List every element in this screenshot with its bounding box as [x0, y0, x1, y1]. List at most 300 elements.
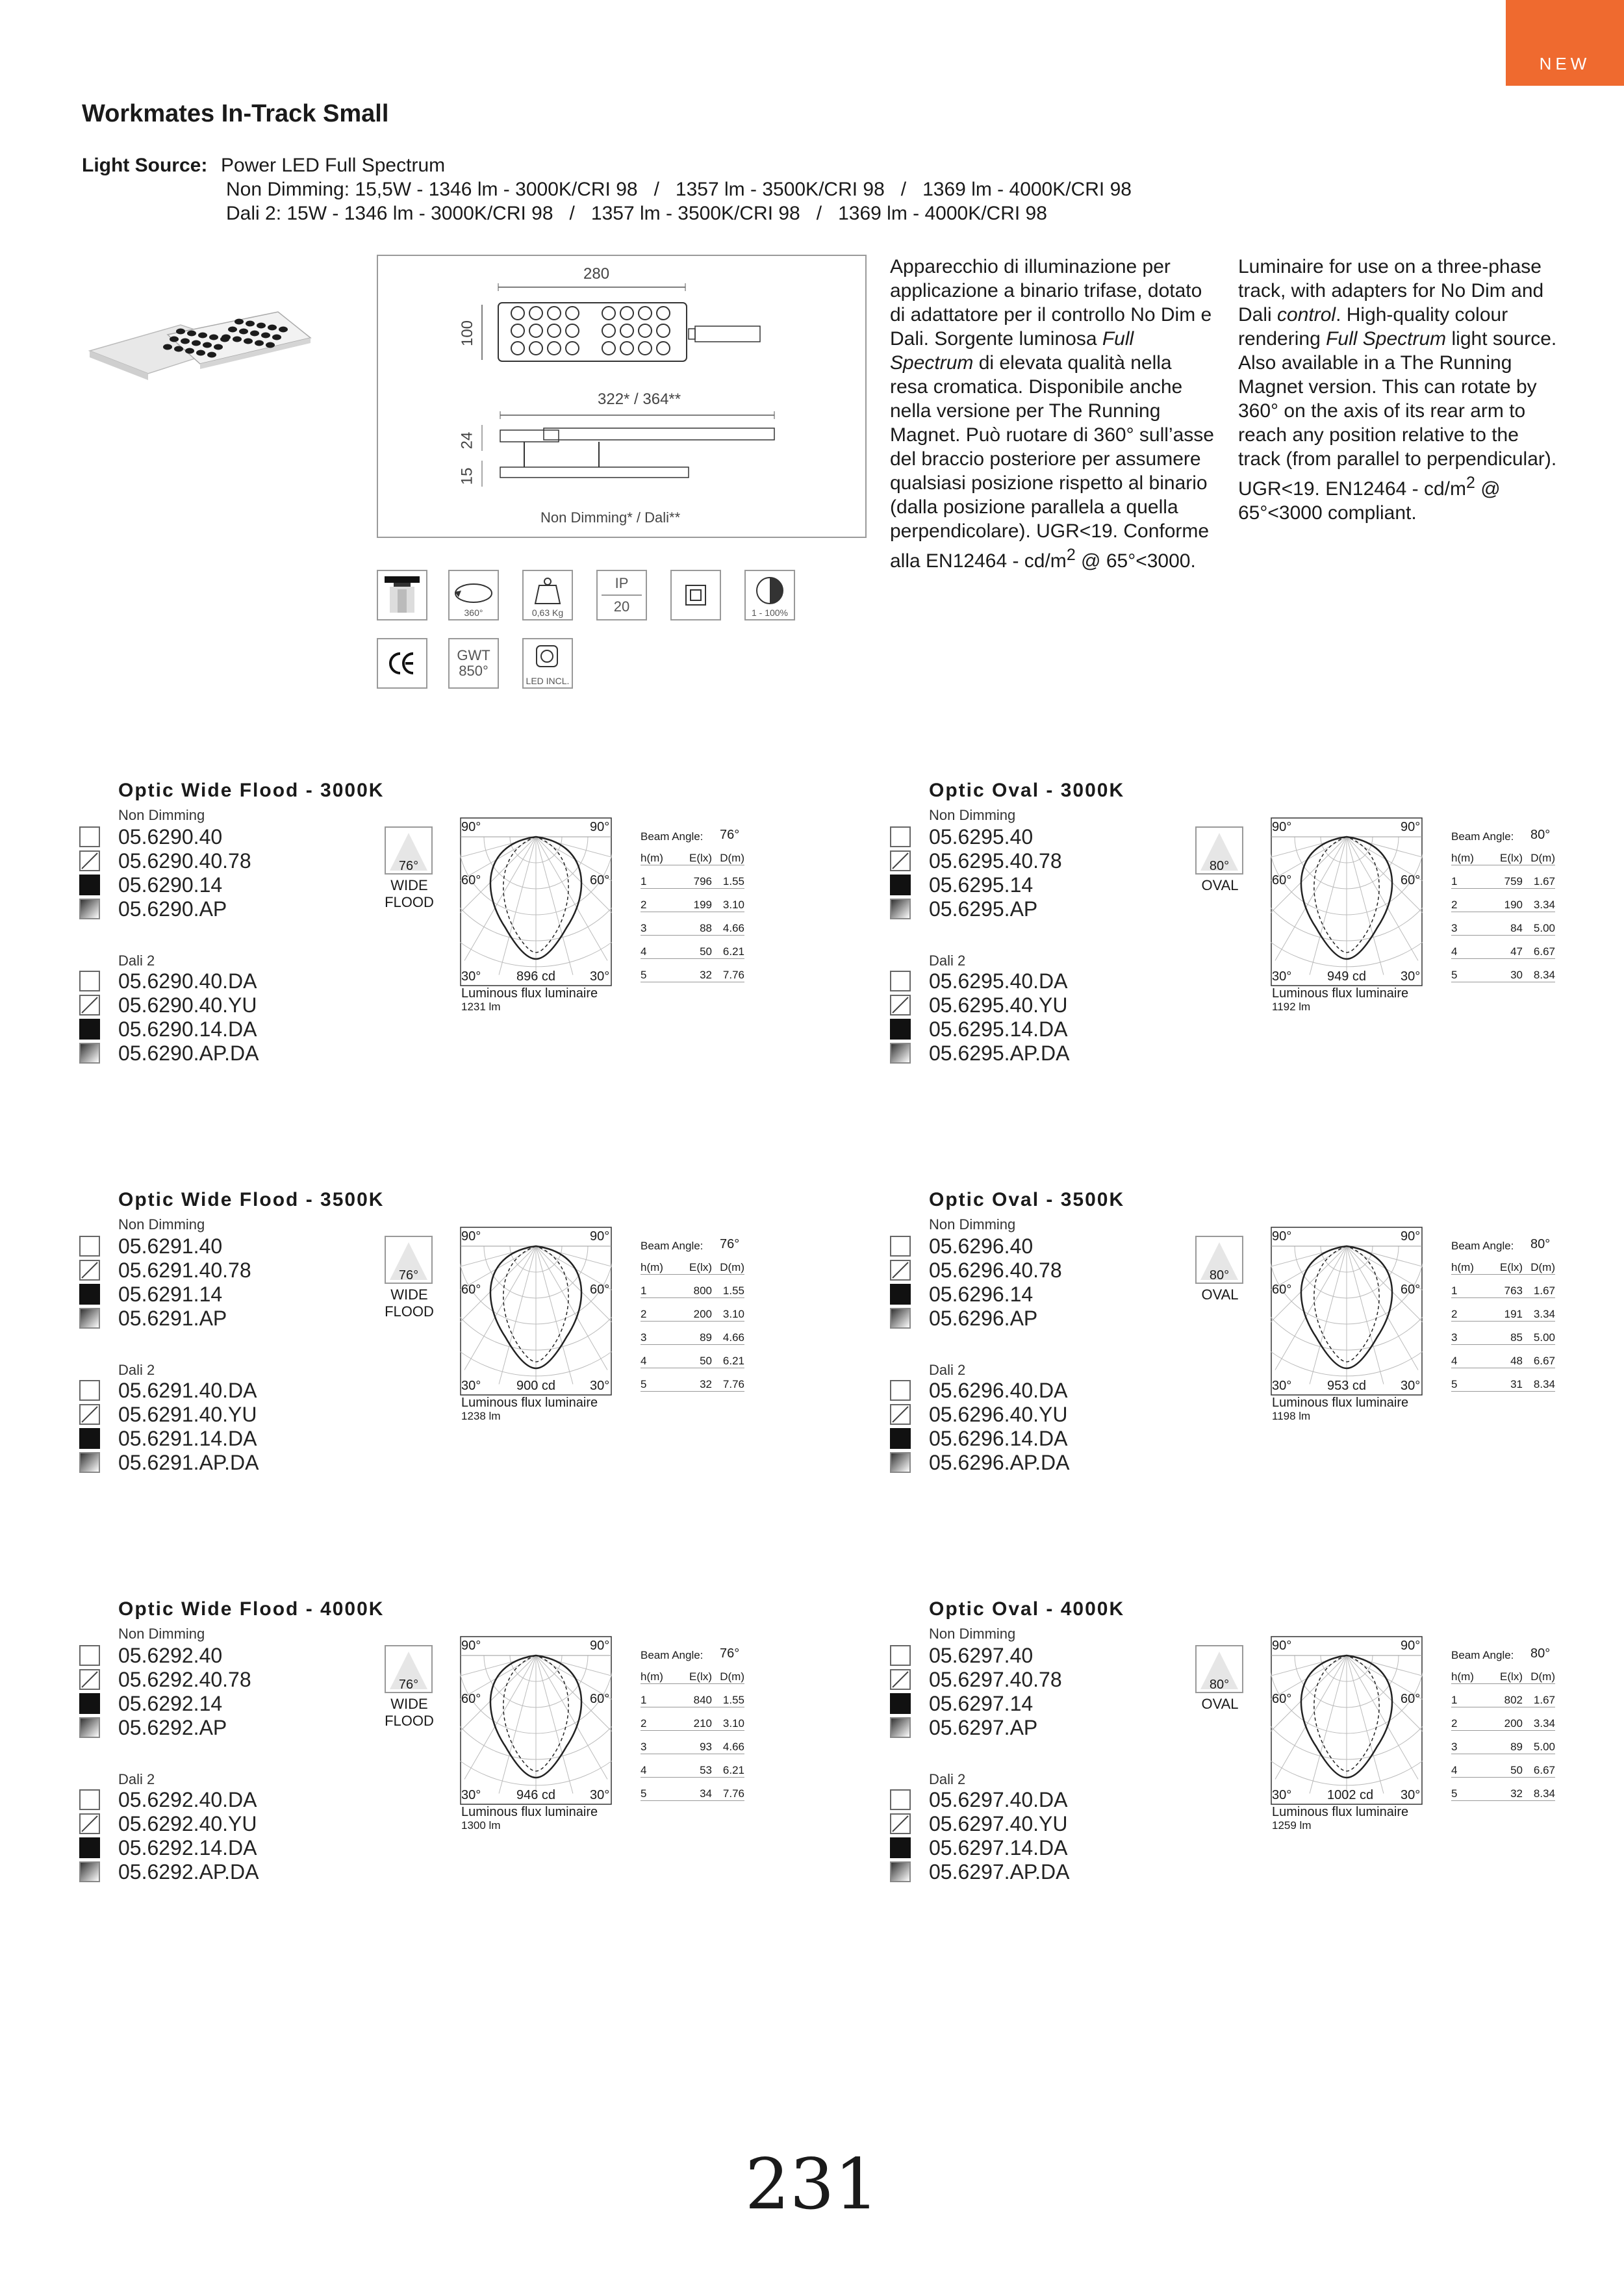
finish-swatch — [890, 899, 911, 919]
product-section — [928, 1189, 1616, 1553]
beam-row: 3 89 4.66 — [641, 1322, 744, 1345]
led-dot — [196, 350, 205, 356]
led-dot — [187, 331, 196, 337]
product-code: 05.6295.40.YU — [929, 993, 1068, 1017]
drawing-caption: Non Dimming* / Dali** — [540, 509, 681, 526]
led-circle — [639, 307, 652, 320]
polar-candela: 896 cd — [516, 969, 556, 984]
beam-row: 3 89 5.00 — [1451, 1731, 1555, 1754]
led-dot — [246, 321, 255, 327]
polar-candela: 953 cd — [1327, 1379, 1367, 1393]
polar-diagram — [460, 817, 612, 986]
polar-label-90-right: 90° — [590, 820, 610, 834]
beam-row: 3 88 4.66 — [641, 912, 744, 936]
new-badge — [1506, 0, 1624, 86]
finish-swatch — [79, 1428, 100, 1449]
beam-angle-label: Beam Angle: — [1451, 1240, 1514, 1252]
finish-swatch — [890, 1669, 911, 1690]
product-code: 05.6297.40 — [929, 1644, 1034, 1667]
flux-value: 1192 lm — [1272, 1001, 1311, 1013]
polar-label-90-right: 90° — [1401, 1229, 1421, 1244]
section-title: Optic Wide Flood - 4000K — [118, 1598, 385, 1620]
finish-swatch — [79, 1260, 100, 1281]
non-dimming-label: Non Dimming — [118, 1626, 205, 1642]
finish-swatch — [79, 875, 100, 895]
polar-label-60-right: 60° — [1401, 1692, 1421, 1706]
track-icon — [377, 570, 427, 620]
finish-swatch — [79, 1717, 100, 1738]
polar-label-90-left: 90° — [461, 1229, 481, 1244]
optic-name: WIDE FLOOD — [385, 877, 434, 910]
flux-value: 1231 lm — [461, 1001, 501, 1013]
product-code: 05.6295.14 — [929, 873, 1034, 897]
polar-candela: 949 cd — [1327, 969, 1367, 984]
dimming-icon — [744, 570, 795, 620]
finish-swatch — [890, 1260, 911, 1281]
page-number: 231 — [744, 2144, 880, 2225]
product-code: 05.6291.40.YU — [118, 1403, 257, 1426]
finish-swatch — [79, 899, 100, 919]
beam-angle-value: 80° — [1530, 1237, 1551, 1251]
product-code: 05.6290.40.YU — [118, 993, 257, 1017]
product-code: 05.6295.40.78 — [929, 849, 1062, 873]
polar-label-60-right: 60° — [1401, 1283, 1421, 1297]
new-badge-label: NEW — [1539, 54, 1591, 73]
finish-swatch — [79, 1452, 100, 1473]
led-dot — [239, 329, 248, 335]
polar-label-90-left: 90° — [1272, 820, 1292, 834]
led-circle — [602, 307, 615, 320]
finish-swatch — [79, 1236, 100, 1257]
dali-label: Dali 2 — [118, 1362, 155, 1378]
led-circle — [602, 324, 615, 337]
polar-label-90-left: 90° — [461, 1639, 481, 1653]
polar-label-90-right: 90° — [590, 1229, 610, 1244]
product-code: 05.6291.AP — [118, 1307, 227, 1330]
led-dot — [272, 335, 281, 340]
light-source-line-dali: Dali 2: 15W - 1346 lm - 3000K/CRI 98 / 1357 lm - 3500K/CRI 98 / 1369 lm - 4000K/CRI 98 — [226, 203, 1047, 224]
beam-row: 4 50 6.67 — [1451, 1754, 1555, 1778]
optic-name: OVAL — [1201, 1696, 1239, 1712]
beam-row: 4 47 6.67 — [1451, 936, 1555, 959]
flux-label: Luminous flux luminaire — [461, 1396, 598, 1410]
class-icon — [670, 570, 721, 620]
section-title: Optic Oval - 3500K — [929, 1189, 1125, 1210]
beam-row: 3 84 5.00 — [1451, 912, 1555, 936]
led-dot — [192, 340, 201, 346]
finish-swatch — [890, 1717, 911, 1738]
led-dot — [222, 335, 231, 340]
dim-height: 100 — [459, 320, 477, 347]
finish-swatch — [79, 971, 100, 991]
beam-row: 5 32 8.34 — [1451, 1778, 1555, 1801]
ip-value: 20 — [613, 598, 630, 615]
polar-diagram — [460, 1636, 612, 1805]
product-code: 05.6295.40 — [929, 825, 1034, 849]
finish-swatch — [890, 971, 911, 991]
finish-swatch — [79, 1813, 100, 1834]
beam-table: h(m) E(lx) D(m) 1 800 1.55 2 200 3.10 3 89 4.66 4 50 6.21 5 32 7.76 — [641, 1251, 744, 1392]
non-dimming-label: Non Dimming — [118, 1216, 205, 1233]
polar-label-60-left: 60° — [461, 1283, 481, 1297]
product-code: 05.6296.AP.DA — [929, 1451, 1070, 1474]
product-code: 05.6291.40 — [118, 1234, 223, 1258]
polar-label-90-left: 90° — [1272, 1639, 1292, 1653]
finish-swatch — [79, 1380, 100, 1401]
beam-row: 5 30 8.34 — [1451, 959, 1555, 982]
finish-swatch — [890, 1693, 911, 1714]
finish-swatch — [79, 1043, 100, 1064]
finish-swatch — [890, 875, 911, 895]
product-code: 05.6292.40.78 — [118, 1668, 251, 1691]
finish-swatch — [79, 1669, 100, 1690]
product-code: 05.6296.14.DA — [929, 1427, 1068, 1450]
led-dot — [185, 348, 194, 354]
product-code: 05.6296.40.YU — [929, 1403, 1068, 1426]
polar-label-30-right: 30° — [590, 1788, 610, 1802]
polar-label-30-left: 30° — [461, 969, 481, 984]
dali-label: Dali 2 — [118, 1771, 155, 1787]
product-code: 05.6292.AP.DA — [118, 1860, 259, 1884]
polar-diagram — [460, 1227, 612, 1396]
led-dot — [181, 339, 190, 344]
beam-row: 3 85 5.00 — [1451, 1322, 1555, 1345]
led-circle — [639, 324, 652, 337]
led-dot — [244, 339, 253, 344]
polar-label-90-left: 90° — [461, 820, 481, 834]
beam-row: 5 34 7.76 — [641, 1778, 744, 1801]
product-code: 05.6292.14 — [118, 1692, 223, 1715]
beam-angle-value: 76° — [720, 828, 740, 842]
product-code: 05.6297.AP.DA — [929, 1860, 1070, 1884]
finish-swatch — [79, 1837, 100, 1858]
rotation-icon — [448, 570, 499, 620]
finish-swatch — [79, 1404, 100, 1425]
polar-label-60-right: 60° — [590, 1692, 610, 1706]
optic-angle: 80° — [1209, 1678, 1230, 1692]
polar-candela: 946 cd — [516, 1788, 556, 1802]
flux-value: 1198 lm — [1272, 1410, 1311, 1422]
weight-icon — [522, 570, 573, 620]
led-circle — [657, 342, 670, 355]
led-dot — [268, 325, 277, 331]
product-section — [928, 780, 1616, 1143]
led-circle — [566, 307, 579, 320]
product-code: 05.6290.40.78 — [118, 849, 251, 873]
finish-swatch — [79, 850, 100, 871]
led-circle — [566, 324, 579, 337]
dali-label: Dali 2 — [929, 1362, 966, 1378]
product-code: 05.6297.40.78 — [929, 1668, 1062, 1691]
product-code: 05.6297.40.YU — [929, 1812, 1068, 1835]
beam-table: h(m) E(lx) D(m) 1 840 1.55 2 210 3.10 3 93 4.66 4 53 6.21 5 34 7.76 — [641, 1661, 744, 1801]
light-source-value: Power LED Full Spectrum — [221, 155, 446, 176]
technical-drawing — [377, 255, 867, 538]
beam-table: h(m) E(lx) D(m) 1 763 1.67 2 191 3.34 3 85 5.00 4 48 6.67 5 31 8.34 — [1451, 1251, 1555, 1392]
led-dot — [250, 331, 259, 337]
polar-label-60-left: 60° — [1272, 1692, 1292, 1706]
beam-row: 5 31 8.34 — [1451, 1368, 1555, 1392]
product-code: 05.6296.14 — [929, 1283, 1034, 1306]
led-dot — [170, 337, 179, 342]
finish-swatch — [890, 1284, 911, 1305]
finish-swatch — [890, 1404, 911, 1425]
finish-swatch — [79, 1308, 100, 1329]
product-code: 05.6295.AP.DA — [929, 1041, 1070, 1065]
product-code: 05.6290.14.DA — [118, 1017, 257, 1041]
led-circle — [657, 307, 670, 320]
led-dot — [235, 319, 244, 325]
led-dot — [214, 344, 223, 350]
flux-label: Luminous flux luminaire — [461, 986, 598, 1001]
beam-row: 2 210 3.10 — [641, 1707, 744, 1731]
polar-label-60-right: 60° — [590, 1283, 610, 1297]
product-code: 05.6291.AP.DA — [118, 1451, 259, 1474]
polar-label-30-right: 30° — [1401, 969, 1421, 984]
product-code: 05.6290.40.DA — [118, 969, 257, 993]
finish-swatch — [890, 1789, 911, 1810]
beam-row: 5 32 7.76 — [641, 1368, 744, 1392]
product-code: 05.6292.40 — [118, 1644, 223, 1667]
product-code: 05.6296.AP — [929, 1307, 1038, 1330]
beam-row: 2 191 3.34 — [1451, 1298, 1555, 1322]
product-code: 05.6295.40.DA — [929, 969, 1068, 993]
dimming-label: 1 - 100% — [751, 607, 789, 618]
led-dot — [174, 346, 183, 352]
beam-angle-label: Beam Angle: — [641, 830, 704, 843]
led-circle — [566, 342, 579, 355]
led-circle — [639, 342, 652, 355]
beam-row: 2 200 3.34 — [1451, 1707, 1555, 1731]
led-included-icon — [522, 638, 573, 689]
finish-swatch — [79, 1693, 100, 1714]
polar-label-60-left: 60° — [461, 873, 481, 888]
flux-value: 1300 lm — [461, 1819, 501, 1832]
finish-swatch — [79, 1019, 100, 1040]
led-circle — [657, 324, 670, 337]
finish-swatch — [890, 850, 911, 871]
led-circle — [529, 324, 542, 337]
polar-label-90-right: 90° — [1401, 820, 1421, 834]
polar-diagram — [1271, 817, 1423, 986]
led-dot — [176, 329, 185, 335]
section-title: Optic Wide Flood - 3500K — [118, 1189, 385, 1210]
rotation-label: 360° — [464, 607, 483, 618]
product-section — [117, 1189, 806, 1553]
product-code: 05.6291.14 — [118, 1283, 223, 1306]
product-code: 05.6295.AP — [929, 897, 1038, 921]
section-title: Optic Oval - 4000K — [929, 1598, 1125, 1620]
finish-swatch — [890, 1308, 911, 1329]
finish-swatch — [890, 1019, 911, 1040]
beam-row: 1 763 1.67 — [1451, 1275, 1555, 1298]
finish-swatch — [79, 1284, 100, 1305]
product-code: 05.6297.40.DA — [929, 1788, 1068, 1811]
finish-swatch — [890, 1043, 911, 1064]
product-code: 05.6290.14 — [118, 873, 223, 897]
beam-row: 4 53 6.21 — [641, 1754, 744, 1778]
non-dimming-label: Non Dimming — [929, 807, 1016, 823]
led-circle — [620, 324, 633, 337]
beam-row: 2 190 3.34 — [1451, 889, 1555, 912]
flux-label: Luminous flux luminaire — [1272, 1396, 1409, 1410]
optic-name: OVAL — [1201, 877, 1239, 893]
non-dimming-label: Non Dimming — [929, 1216, 1016, 1233]
dali-label: Dali 2 — [118, 952, 155, 969]
finish-swatch — [890, 1428, 911, 1449]
finish-swatch — [890, 1813, 911, 1834]
dim-15: 15 — [458, 467, 476, 485]
finish-swatch — [79, 1789, 100, 1810]
led-circle — [548, 342, 561, 355]
product-code: 05.6297.AP — [929, 1716, 1038, 1739]
led-dot — [209, 335, 218, 340]
product-section — [117, 1598, 806, 1962]
led-included-label: LED INCL. — [526, 676, 570, 686]
product-code: 05.6292.40.DA — [118, 1788, 257, 1811]
led-dot — [257, 323, 266, 329]
polar-label-60-right: 60° — [1401, 873, 1421, 888]
finish-swatch — [890, 995, 911, 1016]
product-code: 05.6292.40.YU — [118, 1812, 257, 1835]
product-photo — [83, 299, 317, 403]
optic-icon — [385, 826, 433, 875]
dim-24: 24 — [458, 431, 476, 450]
beam-row: 1 802 1.67 — [1451, 1684, 1555, 1707]
polar-label-60-left: 60° — [1272, 873, 1292, 888]
polar-label-30-left: 30° — [461, 1379, 481, 1393]
product-code: 05.6292.AP — [118, 1716, 227, 1739]
beam-table: h(m) E(lx) D(m) 1 802 1.67 2 200 3.34 3 89 5.00 4 50 6.67 5 32 8.34 — [1451, 1661, 1555, 1801]
led-circle — [529, 342, 542, 355]
beam-angle-label: Beam Angle: — [641, 1240, 704, 1252]
finish-swatch — [890, 1452, 911, 1473]
flux-value: 1259 lm — [1272, 1819, 1312, 1832]
polar-label-60-left: 60° — [461, 1692, 481, 1706]
optic-icon — [1195, 826, 1243, 875]
led-circle — [511, 307, 524, 320]
optic-angle: 76° — [398, 1268, 419, 1283]
optic-angle: 80° — [1209, 859, 1230, 873]
ip-label: IP — [615, 575, 629, 591]
product-code: 05.6291.14.DA — [118, 1427, 257, 1450]
beam-angle-label: Beam Angle: — [1451, 830, 1514, 843]
gwt-label: GWT — [457, 647, 490, 663]
finish-swatch — [79, 826, 100, 847]
product-code: 05.6297.14 — [929, 1692, 1034, 1715]
weight-label: 0,63 Kg — [531, 607, 564, 618]
finish-swatch — [890, 1380, 911, 1401]
beam-row: 4 50 6.21 — [641, 1345, 744, 1368]
beam-angle-label: Beam Angle: — [1451, 1649, 1514, 1661]
led-dot — [203, 342, 212, 348]
led-circle — [548, 324, 561, 337]
beam-row: 2 200 3.10 — [641, 1298, 744, 1322]
polar-label-30-right: 30° — [1401, 1788, 1421, 1802]
finish-swatch — [79, 995, 100, 1016]
dim-length: 322* / 364** — [598, 390, 681, 408]
finish-swatch — [890, 1837, 911, 1858]
led-circle — [511, 342, 524, 355]
led-circle — [529, 307, 542, 320]
beam-row: 1 759 1.67 — [1451, 865, 1555, 889]
led-dot — [266, 342, 275, 348]
product-code: 05.6295.14.DA — [929, 1017, 1068, 1041]
flux-label: Luminous flux luminaire — [461, 1805, 598, 1819]
beam-angle-value: 76° — [720, 1237, 740, 1251]
optic-angle: 76° — [398, 1678, 419, 1692]
dim-width: 280 — [583, 265, 610, 283]
product-code: 05.6290.AP.DA — [118, 1041, 259, 1065]
finish-swatch — [890, 826, 911, 847]
polar-label-30-right: 30° — [590, 969, 610, 984]
polar-label-30-right: 30° — [590, 1379, 610, 1393]
beam-row: 2 199 3.10 — [641, 889, 744, 912]
finish-swatch — [890, 1236, 911, 1257]
finish-swatch — [79, 1645, 100, 1666]
product-code: 05.6290.AP — [118, 897, 227, 921]
optic-icon — [385, 1236, 433, 1284]
beam-row: 1 840 1.55 — [641, 1684, 744, 1707]
led-circle — [620, 307, 633, 320]
polar-label-30-right: 30° — [1401, 1379, 1421, 1393]
optic-icon — [1195, 1645, 1243, 1693]
product-code: 05.6296.40.78 — [929, 1258, 1062, 1282]
beam-row: 5 32 7.76 — [641, 959, 744, 982]
description-italian: Apparecchio di illuminazione per applicazione a binario trifase, dotato di adattatore per il controllo No Dim e Dali. Sorgente luminosa Full Spectrum di elevata qualità nella resa cromatica. Disponibile anche nella versione per The Running Magnet. Può ruotare di 360° sull’asse del braccio posteriore per assumere qualsiasi posizione rispetto al binario (dalla posizione parallela a quella perpendicolare). UGR<19. Conforme alla $EN12464 - cd/m^2$ @ 65°<3000. — [890, 256, 1214, 572]
optic-name: WIDE FLOOD — [385, 1696, 434, 1729]
polar-label-30-left: 30° — [1272, 969, 1292, 984]
led-dot — [255, 340, 264, 346]
polar-diagram — [1271, 1227, 1423, 1396]
gwt-icon — [448, 638, 499, 689]
beam-row: 4 50 6.21 — [641, 936, 744, 959]
non-dimming-label: Non Dimming — [118, 807, 205, 823]
beam-row: 3 93 4.66 — [641, 1731, 744, 1754]
product-code: 05.6296.40 — [929, 1234, 1034, 1258]
polar-candela: 1002 cd — [1327, 1788, 1374, 1802]
non-dimming-label: Non Dimming — [929, 1626, 1016, 1642]
beam-row: 1 796 1.55 — [641, 865, 744, 889]
led-dot — [163, 344, 172, 350]
led-dot — [261, 333, 270, 339]
gwt-value: 850° — [459, 663, 488, 679]
optic-angle: 76° — [398, 859, 419, 873]
light-source-line-non-dimming: Non Dimming: 15,5W - 1346 lm - 3000K/CRI 98 / 1357 lm - 3500K/CRI 98 / 1369 lm - 4000K/CRI 98 — [226, 179, 1132, 200]
description-english: Luminaire for use on a three-phase track, with adapters for No Dim and Dali control. High-quality colour rendering Full Spectrum light source. Also available in a The Running Magnet version. This can rotate by 360° on the axis of its rear arm to reach any position relative to the track (from parallel to perpendicular). UGR<19. $EN12464 - cd/m^2$ @ 65°<3000 compliant. — [1238, 256, 1557, 524]
led-dot — [279, 327, 288, 333]
led-circle — [620, 342, 633, 355]
beam-row: 1 800 1.55 — [641, 1275, 744, 1298]
polar-candela: 900 cd — [516, 1379, 556, 1393]
flux-value: 1238 lm — [461, 1410, 501, 1422]
beam-row: 4 48 6.67 — [1451, 1345, 1555, 1368]
polar-label-90-right: 90° — [1401, 1639, 1421, 1653]
product-section — [117, 780, 806, 1143]
led-dot — [198, 333, 207, 339]
flux-label: Luminous flux luminaire — [1272, 986, 1409, 1001]
polar-label-30-left: 30° — [1272, 1788, 1292, 1802]
beam-angle-value: 80° — [1530, 1646, 1551, 1661]
finish-swatch — [890, 1861, 911, 1882]
led-dot — [207, 352, 216, 358]
polar-label-30-left: 30° — [461, 1788, 481, 1802]
product-code: 05.6291.40.78 — [118, 1258, 251, 1282]
optic-angle: 80° — [1209, 1268, 1230, 1283]
led-dot — [233, 337, 242, 342]
led-circle — [511, 324, 524, 337]
polar-label-60-left: 60° — [1272, 1283, 1292, 1297]
